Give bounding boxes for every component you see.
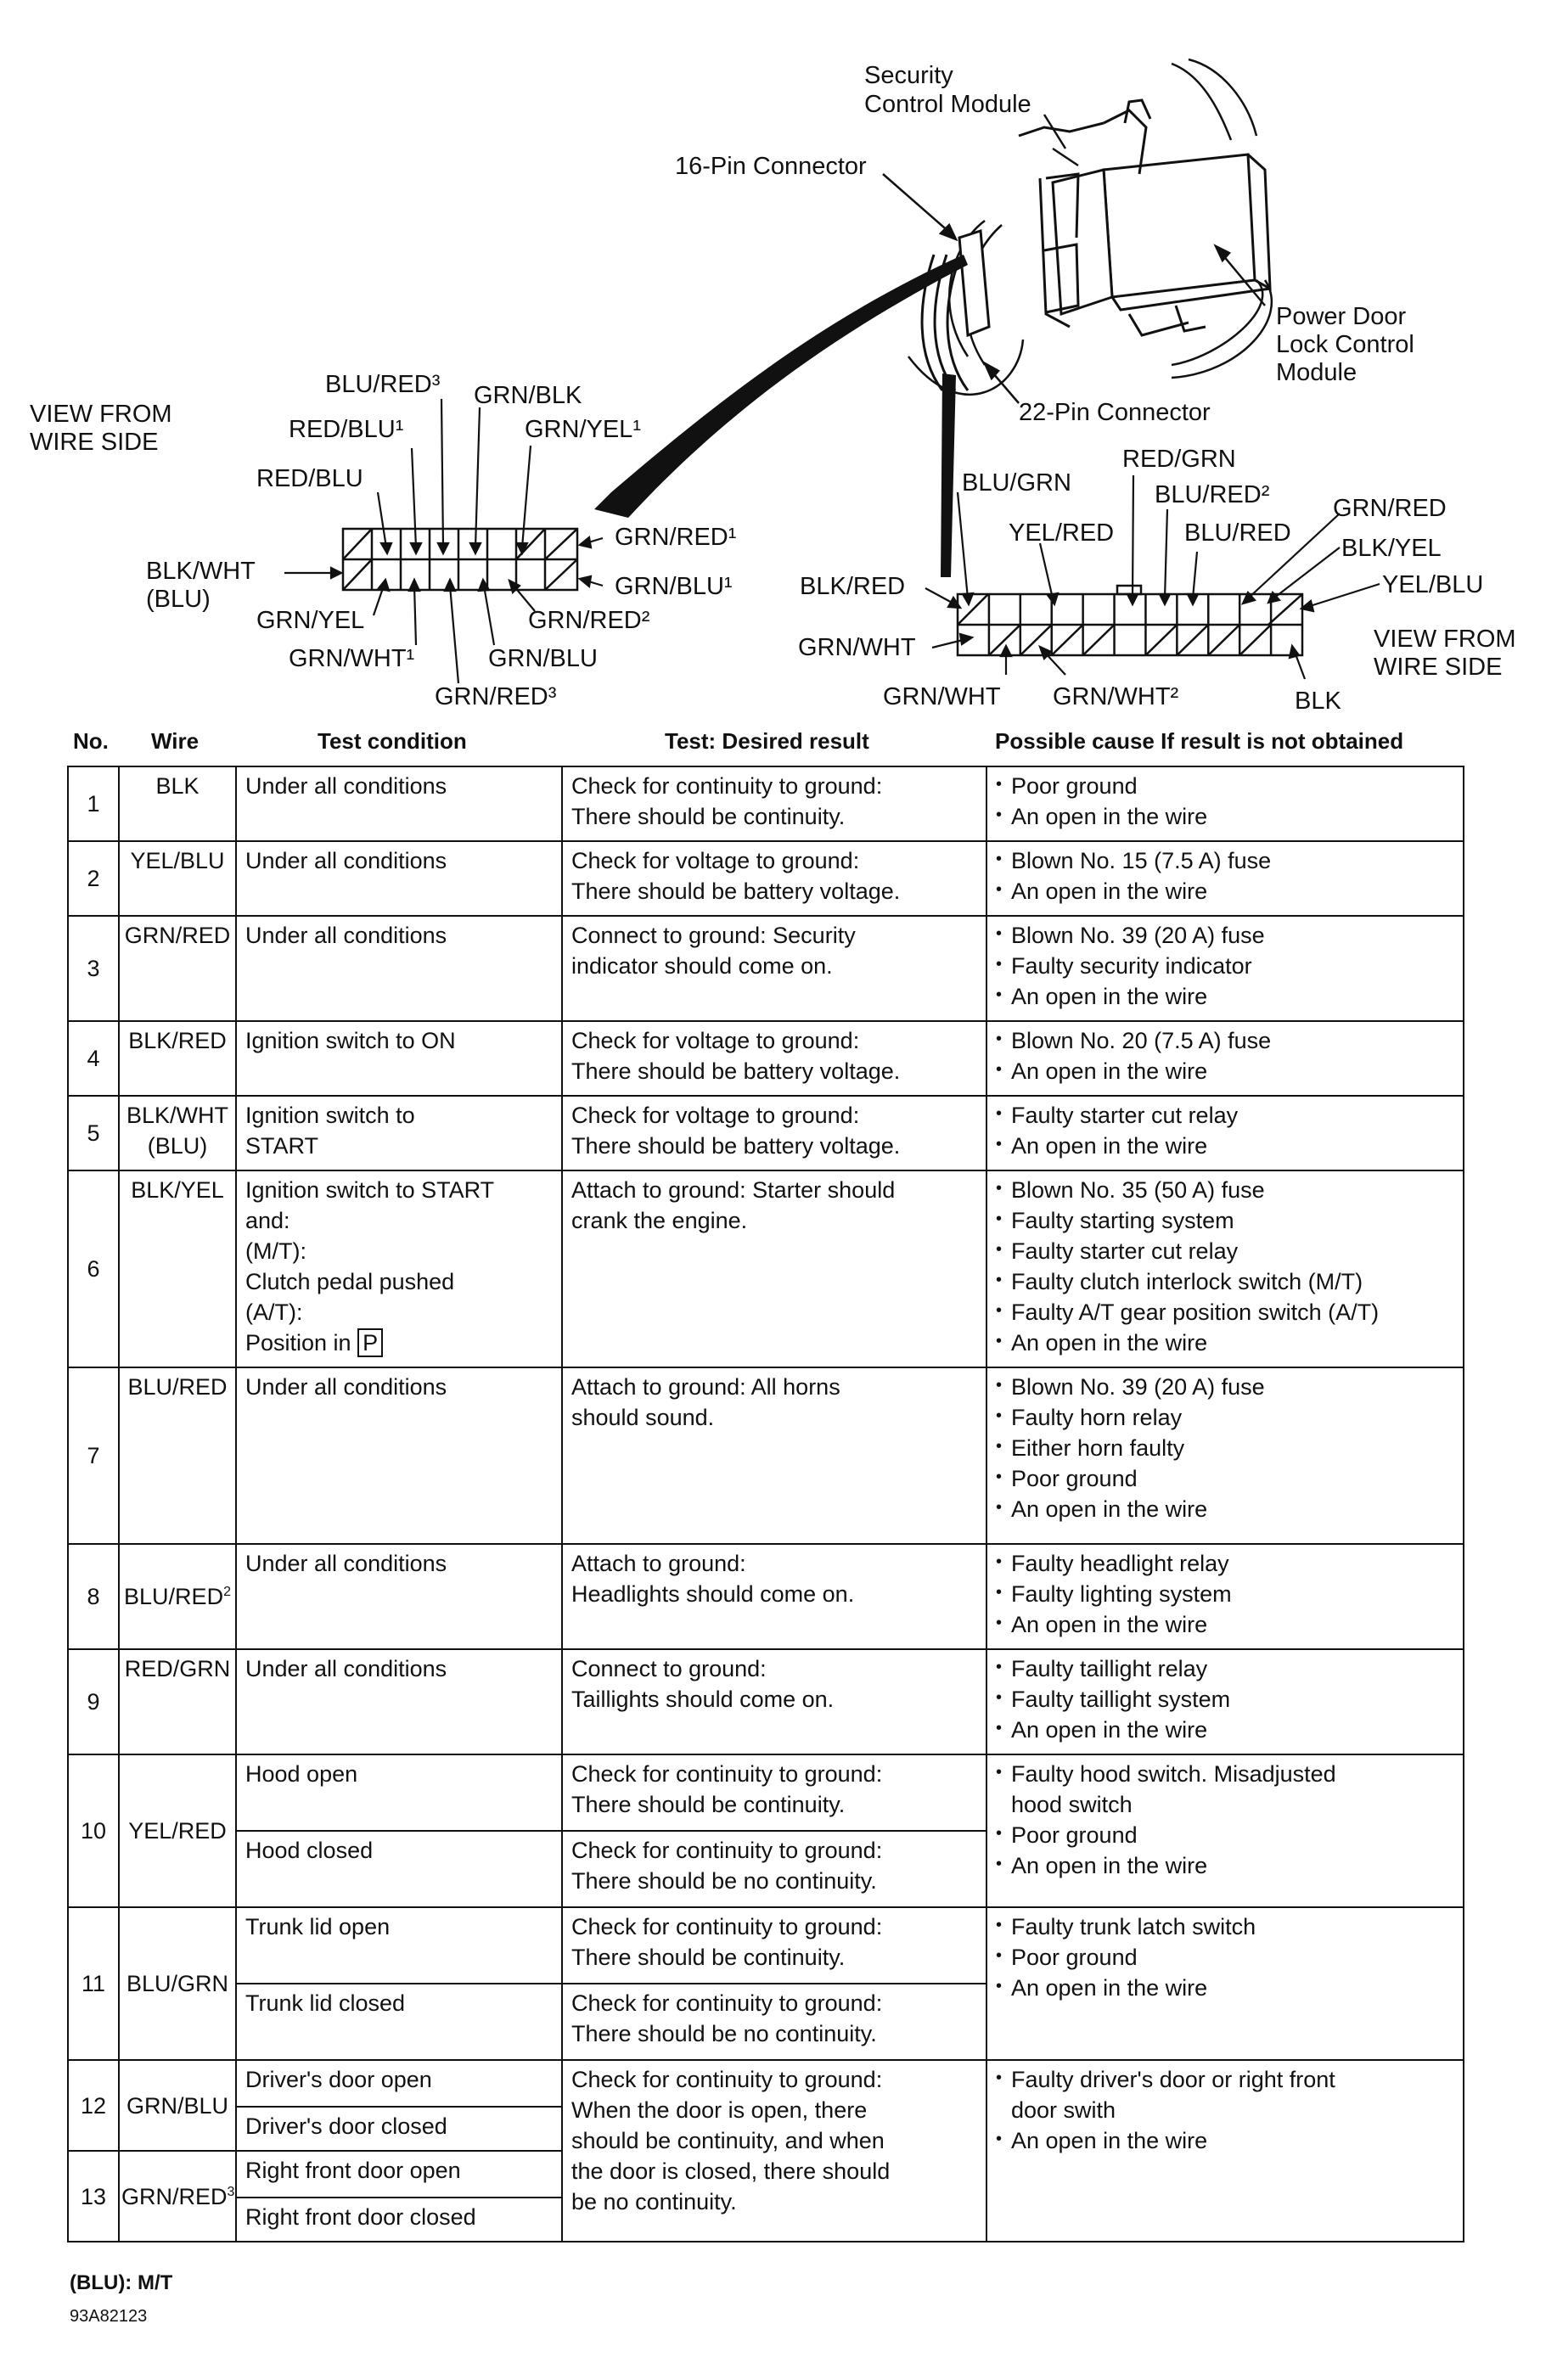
pin16-blu-red3: BLU/RED³	[325, 371, 441, 398]
connector-22-diagonal	[1177, 625, 1208, 655]
pin22-yel-red: YEL/RED	[1009, 519, 1115, 547]
row11-res-b-2: There should be no continuity.	[571, 2021, 877, 2046]
row10-no: 10	[68, 1754, 119, 1907]
header-cause: Possible cause If result is not obtained	[995, 728, 1404, 754]
row-result: Attach to ground: All horns should sound.	[562, 1367, 986, 1544]
row11-cond-b: Trunk lid closed	[236, 1984, 562, 2060]
footer-note: (BLU): M/T	[70, 2271, 173, 2294]
cause-item: • Faulty clutch interlock switch (M/T)	[996, 1266, 1454, 1297]
row10-wire: YEL/RED	[119, 1754, 236, 1907]
cause-item: • An open in the wire	[996, 1056, 1454, 1086]
cause-item: • An open in the wire	[996, 1715, 1454, 1745]
row11-cause-2: • Poor ground	[996, 1942, 1454, 1973]
pin22-grn-wht-a: GRN/WHT	[798, 634, 916, 661]
row-wire: GRN/RED	[119, 916, 236, 1021]
row-wire: BLU/RED	[119, 1367, 236, 1544]
row-result: Connect to ground: Taillights should come on.	[562, 1649, 986, 1754]
row-result: Check for voltage to ground: There should be battery voltage.	[562, 1096, 986, 1170]
row-no: 4	[68, 1021, 119, 1096]
label-power-door-2: Lock Control	[1276, 331, 1414, 358]
row-wire: BLK/WHT (BLU)	[119, 1096, 236, 1170]
label-view-right-1: VIEW FROM	[1374, 626, 1516, 653]
inspection-table	[67, 766, 1464, 2242]
label-power-door-3: Module	[1276, 359, 1357, 386]
row10-cause-3: • An open in the wire	[996, 1850, 1454, 1881]
row10-res-b-1: Check for continuity to ground:	[571, 1838, 883, 1863]
cause-item: • Poor ground	[996, 1463, 1454, 1494]
row-no: 6	[68, 1170, 119, 1367]
cause-item: • Blown No. 39 (20 A) fuse	[996, 920, 1454, 951]
cause-item: • An open in the wire	[996, 981, 1454, 1012]
cause-item: • Faulty headlight relay	[996, 1548, 1454, 1579]
gear-position-box: P	[357, 1328, 383, 1357]
row-wire: RED/GRN	[119, 1649, 236, 1754]
table-row	[68, 1096, 1464, 1170]
table-row	[68, 841, 1464, 916]
row-cause	[986, 1021, 1464, 1096]
table-row	[68, 1907, 1464, 1984]
cause-item: • An open in the wire	[996, 1494, 1454, 1524]
row-wire: BLK	[119, 766, 236, 841]
table-row	[68, 1544, 1464, 1649]
row12-result-3: should be continuity, and when	[571, 2128, 885, 2153]
connector-22-diagonal	[1083, 625, 1115, 655]
row11-cond-a: Trunk lid open	[236, 1907, 562, 1984]
pin16-red-blu: RED/BLU	[256, 465, 363, 492]
pin16-grn-blu: GRN/BLU	[488, 645, 598, 672]
row12-cause	[986, 2060, 1464, 2242]
row12-cond-a: Driver's door open	[236, 2060, 562, 2107]
header-no: No.	[73, 728, 109, 754]
pin16-blu: (BLU)	[146, 586, 211, 613]
row13-cond-b: Right front door closed	[236, 2198, 562, 2242]
pin22-grn-wht-b: GRN/WHT	[883, 683, 1001, 710]
row13-cond-a: Right front door open	[236, 2151, 562, 2198]
row10-res-b-2: There should be no continuity.	[571, 1868, 877, 1894]
label-security-module-2: Control Module	[864, 91, 1031, 118]
row10-cond-b: Hood closed	[236, 1831, 562, 1907]
row10-cause-1: • Faulty hood switch. Misadjusted hood switch	[996, 1759, 1454, 1820]
cause-item: • Faulty starter cut relay	[996, 1236, 1454, 1266]
row-result: Check for voltage to ground: There should be battery voltage.	[562, 841, 986, 916]
row12-wire: GRN/BLU	[119, 2060, 236, 2151]
connector-22-diagonal	[1239, 625, 1271, 655]
cause-item: • Blown No. 20 (7.5 A) fuse	[996, 1025, 1454, 1056]
connector-16-plug-drawing	[922, 231, 989, 390]
pin16-grn-red3: GRN/RED³	[435, 683, 557, 710]
cause-item: • Blown No. 15 (7.5 A) fuse	[996, 845, 1454, 876]
row10-cause-2: • Poor ground	[996, 1820, 1454, 1850]
table-row	[68, 916, 1464, 1021]
row-no: 7	[68, 1367, 119, 1544]
table-body-split	[68, 1754, 1464, 2242]
label-view-right-2: WIRE SIDE	[1374, 654, 1503, 681]
leader-16pin	[594, 255, 968, 518]
row-wire: BLU/RED$^2$	[119, 1544, 236, 1649]
label-16pin-connector: 16-Pin Connector	[675, 153, 867, 180]
row12-result-4: the door is closed, there should	[571, 2158, 891, 2184]
cause-item: • Faulty horn relay	[996, 1402, 1454, 1433]
cause-item: • Faulty lighting system	[996, 1579, 1454, 1609]
cause-item: • Either horn faulty	[996, 1433, 1454, 1463]
row-result: Connect to ground: Security indicator should come on.	[562, 916, 986, 1021]
pin22-blu-red2: BLU/RED²	[1155, 481, 1270, 508]
row-condition: Under all conditions	[236, 1544, 562, 1649]
row12-cause-1: • Faulty driver's door or right front door swith	[996, 2064, 1454, 2125]
pin16-blk-wht: BLK/WHT	[146, 558, 256, 585]
table-body	[68, 766, 1464, 1754]
row11-wire: BLU/GRN	[119, 1907, 236, 2060]
row11-no: 11	[68, 1907, 119, 2060]
pin22-blk-yel: BLK/YEL	[1341, 535, 1442, 562]
cause-item: • Poor ground	[996, 771, 1454, 801]
header-wire: Wire	[151, 728, 200, 754]
row-no: 8	[68, 1544, 119, 1649]
pin22-blu-red: BLU/RED	[1184, 519, 1291, 547]
pin16-grn-blk: GRN/BLK	[474, 382, 582, 409]
row-cause	[986, 1649, 1464, 1754]
row-no: 5	[68, 1096, 119, 1170]
pin16-grn-red2: GRN/RED²	[528, 607, 650, 634]
row-cause	[986, 1170, 1464, 1367]
connector-22-diagonal	[1145, 625, 1177, 655]
pin16-grn-yel1: GRN/YEL¹	[525, 416, 641, 443]
row-cause	[986, 1367, 1464, 1544]
table-row	[68, 766, 1464, 841]
row13-no: 13	[68, 2151, 119, 2242]
row-no: 2	[68, 841, 119, 916]
cause-item: • Faulty taillight system	[996, 1684, 1454, 1715]
row10-cond-a: Hood open	[236, 1754, 562, 1831]
row-condition: Ignition switch to START and: (M/T): Clutch pedal pushed (A/T): Position in P	[236, 1170, 562, 1367]
row-cause	[986, 1544, 1464, 1649]
table-row	[68, 1367, 1464, 1544]
label-power-door-1: Power Door	[1276, 303, 1407, 330]
row11-cause-3: • An open in the wire	[996, 1973, 1454, 2003]
row10-res-a-2: There should be continuity.	[571, 1792, 846, 1817]
row-condition: Under all conditions	[236, 766, 562, 841]
row12-no: 12	[68, 2060, 119, 2151]
row-no: 1	[68, 766, 119, 841]
pin16-red-blu1: RED/BLU¹	[289, 416, 404, 443]
table-row	[68, 2060, 1464, 2107]
row-wire: YEL/BLU	[119, 841, 236, 916]
row13-wire: GRN/RED$^3$	[119, 2151, 236, 2242]
cause-item: • Faulty starter cut relay	[996, 1100, 1454, 1131]
cause-item: • Faulty starting system	[996, 1205, 1454, 1236]
table-row	[68, 1021, 1464, 1096]
pin16-grn-yel: GRN/YEL	[256, 607, 365, 634]
row12-result-1: Check for continuity to ground:	[571, 2067, 883, 2092]
row-cause	[986, 916, 1464, 1021]
pin16-grn-red1: GRN/RED¹	[615, 524, 737, 551]
cause-item: • An open in the wire	[996, 1131, 1454, 1161]
row-condition: Ignition switch to START	[236, 1096, 562, 1170]
row10-res-a	[562, 1754, 986, 1831]
row-wire: BLK/YEL	[119, 1170, 236, 1367]
label-view-left-2: WIRE SIDE	[30, 429, 159, 456]
row-no: 3	[68, 916, 119, 1021]
cause-item: • An open in the wire	[996, 876, 1454, 907]
row-result: Check for continuity to ground: There should be continuity.	[562, 766, 986, 841]
pin22-yel-blu: YEL/BLU	[1382, 571, 1484, 598]
row-condition: Under all conditions	[236, 841, 562, 916]
row-result: Check for voltage to ground: There should be battery voltage.	[562, 1021, 986, 1096]
cause-item: • An open in the wire	[996, 1609, 1454, 1640]
pin22-grn-wht2: GRN/WHT²	[1053, 683, 1179, 710]
row-cause	[986, 1096, 1464, 1170]
row-condition: Under all conditions	[236, 916, 562, 1021]
row-condition: Ignition switch to ON	[236, 1021, 562, 1096]
cause-item: • Blown No. 35 (50 A) fuse	[996, 1175, 1454, 1205]
footer-code: 93A82123	[70, 2307, 148, 2326]
row-condition: Under all conditions	[236, 1649, 562, 1754]
row12-cause-2: • An open in the wire	[996, 2125, 1454, 2156]
row11-cause-1: • Faulty trunk latch switch	[996, 1911, 1454, 1942]
row10-cause	[986, 1754, 1464, 1907]
connector-16-face	[343, 529, 577, 590]
row-result: Attach to ground: Headlights should come on.	[562, 1544, 986, 1649]
row-result: Attach to ground: Starter should crank the engine.	[562, 1170, 986, 1367]
row11-res-b	[562, 1984, 986, 2060]
row11-res-a	[562, 1907, 986, 1984]
row11-res-b-1: Check for continuity to ground:	[571, 1990, 883, 2016]
cause-item: • Faulty taillight relay	[996, 1653, 1454, 1684]
pin16-grn-blu1: GRN/BLU¹	[615, 573, 733, 600]
row-cause	[986, 841, 1464, 916]
cause-item: • An open in the wire	[996, 801, 1454, 832]
cause-item: • An open in the wire	[996, 1328, 1454, 1358]
row12-result-5: be no continuity.	[571, 2189, 737, 2214]
label-view-left-1: VIEW FROM	[30, 401, 172, 428]
table-row	[68, 1170, 1464, 1367]
label-security-module-1: Security	[864, 62, 953, 89]
row-no: 9	[68, 1649, 119, 1754]
cause-item: • Faulty security indicator	[996, 951, 1454, 981]
row-condition: Under all conditions	[236, 1367, 562, 1544]
cause-item: • Blown No. 39 (20 A) fuse	[996, 1372, 1454, 1402]
label-22pin-connector: 22-Pin Connector	[1019, 399, 1211, 426]
row-cause	[986, 766, 1464, 841]
pin22-grn-red: GRN/RED	[1333, 495, 1447, 522]
row11-cause	[986, 1907, 1464, 2060]
cause-item: • Faulty A/T gear position switch (A/T)	[996, 1297, 1454, 1328]
row12-cond-b: Driver's door closed	[236, 2107, 562, 2151]
table-row	[68, 1754, 1464, 1831]
row10-res-b	[562, 1831, 986, 1907]
table-row	[68, 1649, 1464, 1754]
connector-diagram	[0, 0, 1557, 713]
header-condition: Test condition	[318, 728, 467, 754]
row11-res-a-1: Check for continuity to ground:	[571, 1914, 883, 1939]
leader-22pin	[941, 373, 956, 577]
row-wire: BLK/RED	[119, 1021, 236, 1096]
header-result: Test: Desired result	[665, 728, 869, 754]
pin22-blk: BLK	[1295, 688, 1341, 713]
pin22-blk-red: BLK/RED	[800, 573, 906, 600]
connector-22-diagonal	[1052, 625, 1083, 655]
row10-res-a-1: Check for continuity to ground:	[571, 1761, 883, 1787]
pin22-blu-grn: BLU/GRN	[962, 469, 1071, 497]
row12-result	[562, 2060, 986, 2242]
pin22-red-grn: RED/GRN	[1122, 446, 1236, 473]
pin16-grn-wht1: GRN/WHT¹	[289, 645, 415, 672]
row11-res-a-2: There should be continuity.	[571, 1945, 846, 1970]
connector-22-diagonal	[1208, 625, 1239, 655]
row12-result-2: When the door is open, there	[571, 2097, 868, 2123]
